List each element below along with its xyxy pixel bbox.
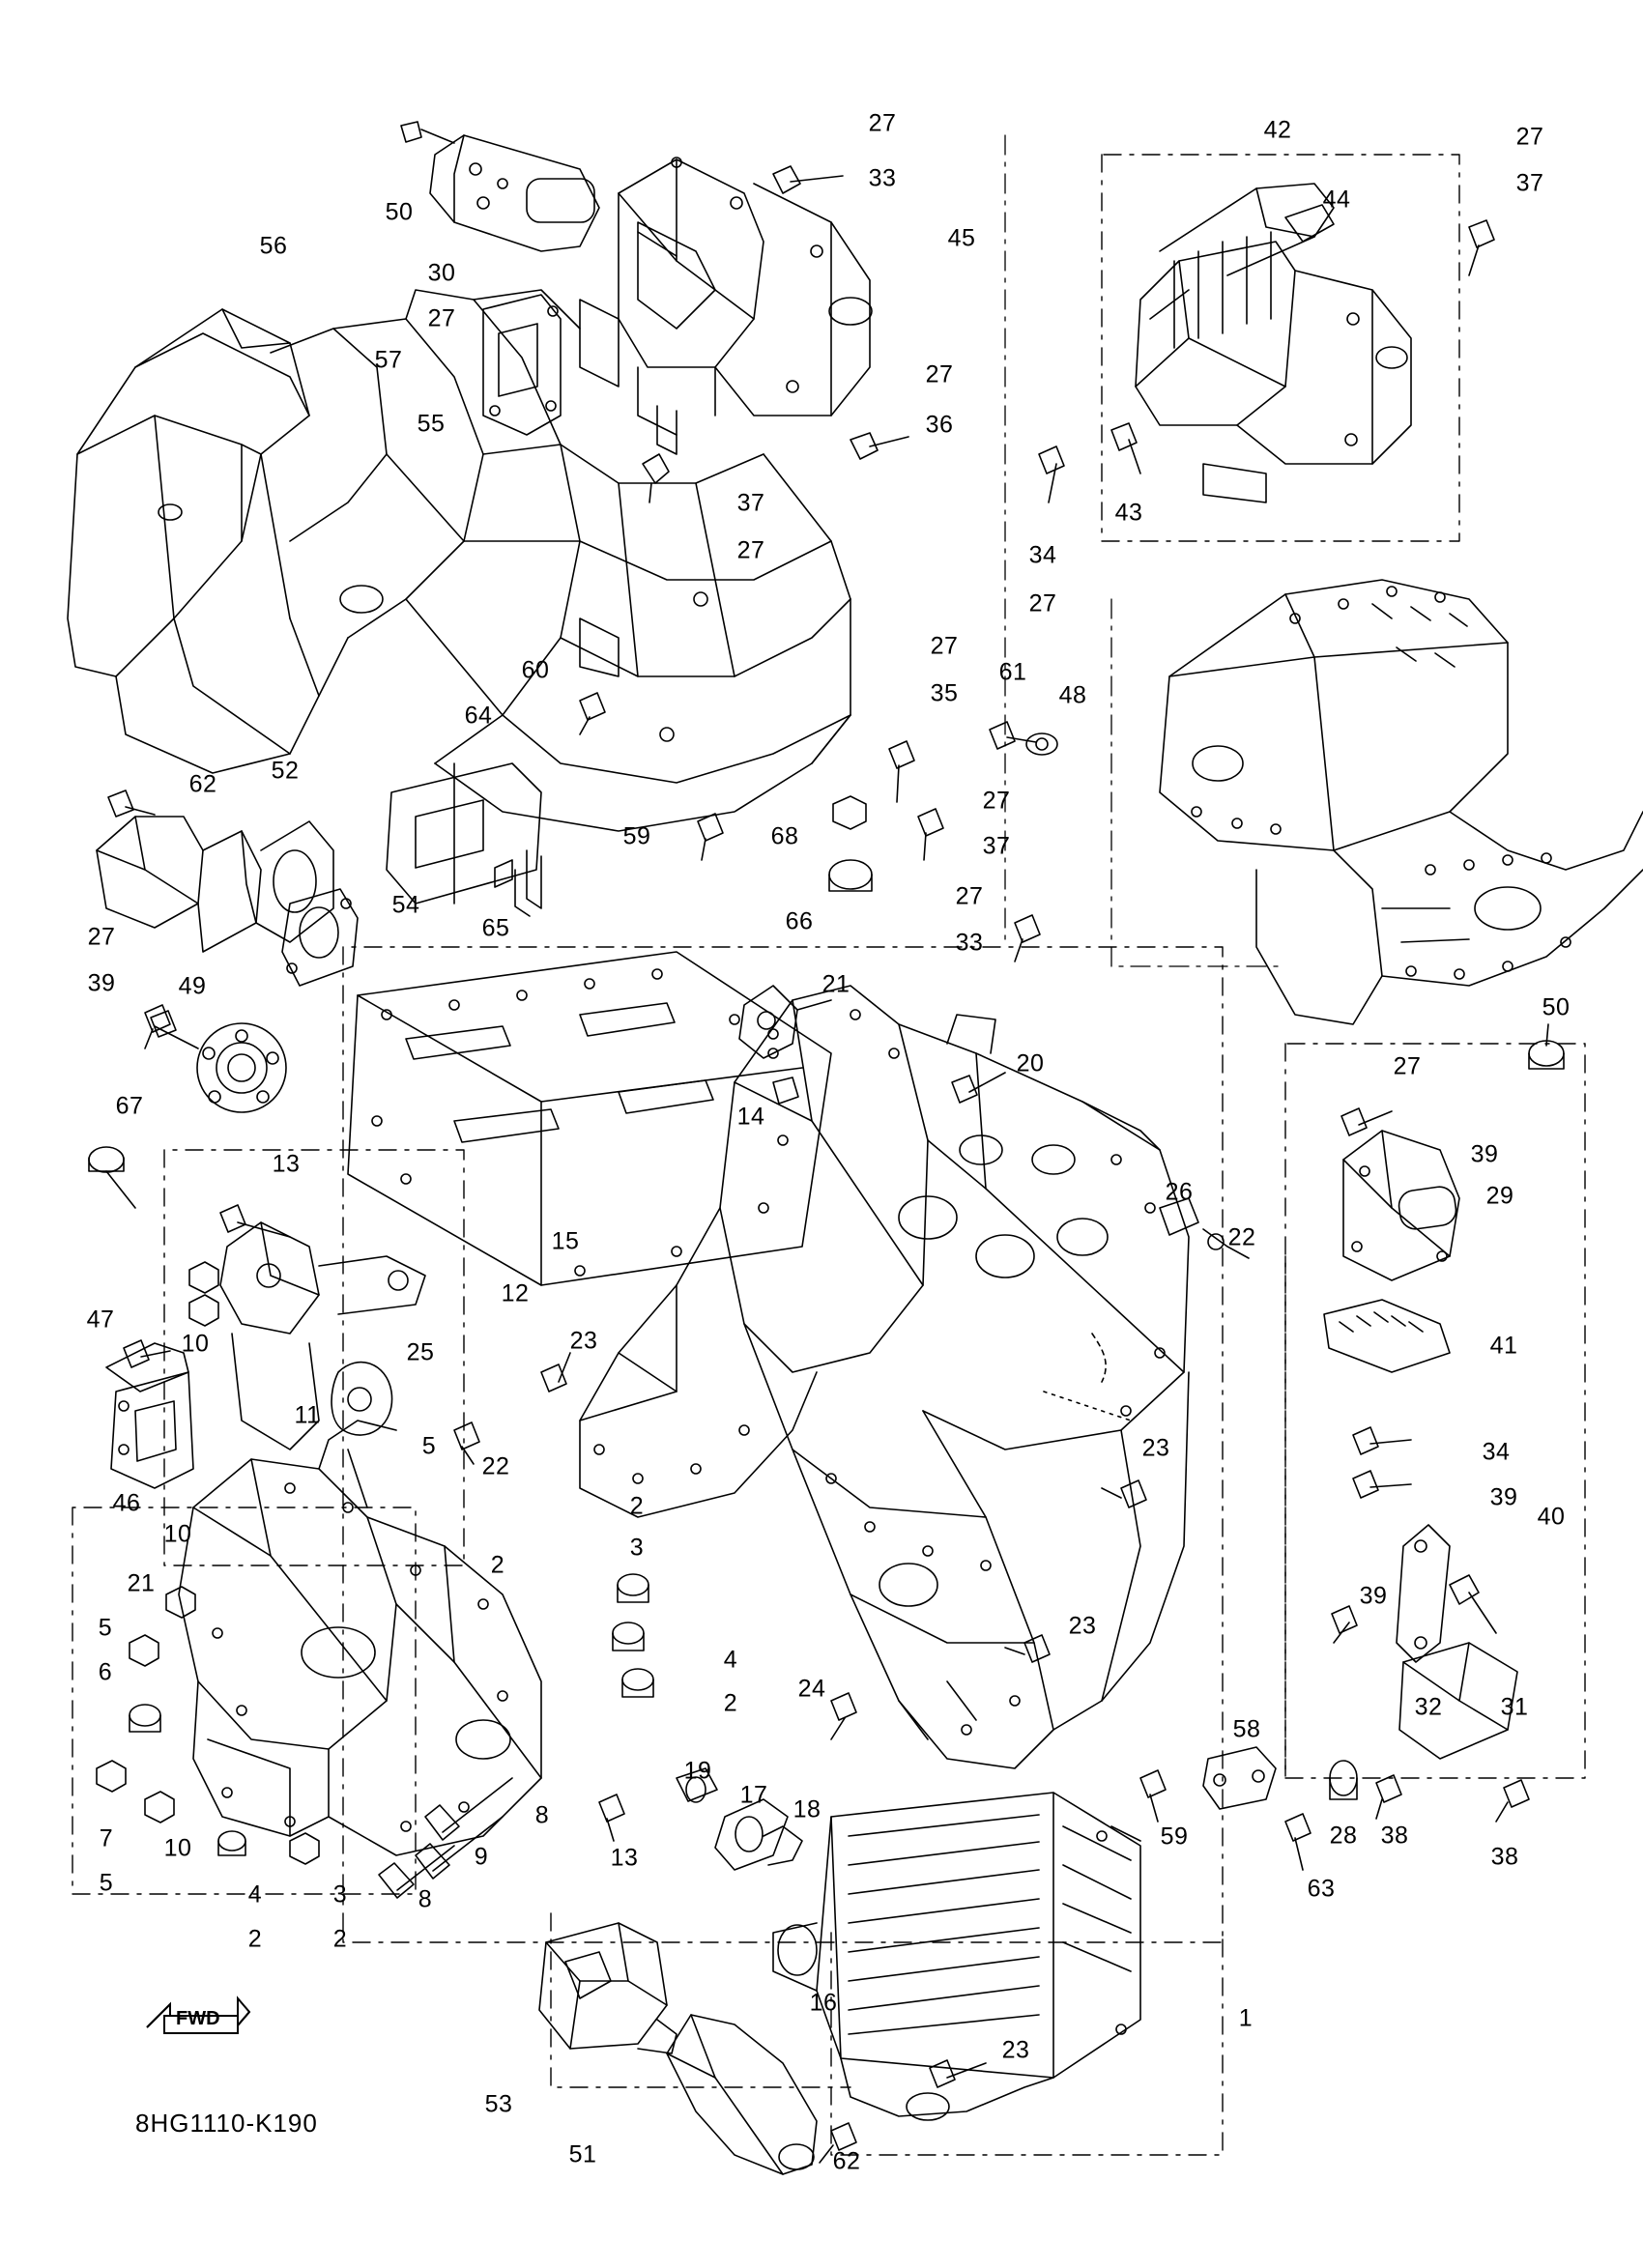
callout-54: 54 — [391, 891, 420, 919]
callout-39-c: 39 — [1489, 1483, 1518, 1511]
callout-4-a: 4 — [247, 1880, 263, 1909]
callout-65: 65 — [481, 914, 510, 942]
callout-34-a: 34 — [1028, 541, 1057, 569]
callout-37-b: 37 — [1515, 169, 1544, 197]
callout-2-a: 2 — [629, 1492, 645, 1520]
callout-16: 16 — [809, 1989, 838, 2017]
fwd-label: FWD — [176, 2008, 220, 2029]
callout-37-c: 37 — [982, 832, 1011, 860]
callout-18: 18 — [793, 1795, 822, 1823]
callout-3-a: 3 — [629, 1534, 645, 1562]
callout-50-b: 50 — [1542, 993, 1571, 1021]
callout-57: 57 — [374, 346, 403, 374]
callout-27-f: 27 — [1028, 589, 1057, 617]
callout-23-b: 23 — [1141, 1434, 1170, 1462]
callout-10-c: 10 — [163, 1834, 192, 1862]
callout-23-a: 23 — [569, 1327, 598, 1355]
callout-27-a: 27 — [427, 304, 456, 332]
callout-10-a: 10 — [181, 1330, 210, 1358]
callout-22-a: 22 — [481, 1452, 510, 1480]
callout-12: 12 — [501, 1279, 530, 1307]
callout-36: 36 — [925, 411, 954, 439]
callout-21-a: 21 — [822, 970, 850, 998]
callout-6: 6 — [98, 1658, 113, 1686]
callout-38-b: 38 — [1490, 1843, 1519, 1871]
callout-62-a: 62 — [188, 770, 217, 798]
callout-2-b: 2 — [490, 1551, 505, 1579]
callout-1: 1 — [1238, 2004, 1254, 2032]
callout-32: 32 — [1414, 1693, 1443, 1721]
callout-41: 41 — [1489, 1332, 1518, 1360]
callout-50: 50 — [385, 198, 414, 226]
callout-59-a: 59 — [622, 822, 651, 850]
callout-40: 40 — [1537, 1503, 1566, 1531]
callout-39-a: 39 — [87, 969, 116, 997]
callout-4-b: 4 — [723, 1646, 738, 1674]
callout-5-c: 5 — [99, 1869, 114, 1897]
callout-8-b: 8 — [534, 1801, 550, 1829]
callout-28: 28 — [1329, 1822, 1358, 1850]
callout-34-b: 34 — [1482, 1438, 1511, 1466]
callout-48: 48 — [1058, 681, 1087, 709]
callout-8-a: 8 — [418, 1885, 433, 1913]
callout-27-i: 27 — [955, 882, 984, 910]
callout-33-a: 33 — [868, 164, 897, 192]
callout-23-d: 23 — [1001, 2036, 1030, 2064]
callout-27-j: 27 — [87, 923, 116, 951]
callout-39-b: 39 — [1470, 1140, 1499, 1168]
callout-66: 66 — [785, 907, 814, 935]
callout-3-b: 3 — [332, 1880, 348, 1909]
callout-20: 20 — [1016, 1049, 1045, 1077]
callout-64: 64 — [464, 702, 493, 730]
callout-14: 14 — [736, 1103, 765, 1131]
callout-9: 9 — [474, 1843, 489, 1871]
callout-62-b: 62 — [832, 2147, 861, 2175]
callout-45: 45 — [947, 224, 976, 252]
callout-5-b: 5 — [98, 1614, 113, 1642]
callout-42: 42 — [1263, 116, 1292, 144]
callout-27-g: 27 — [930, 632, 959, 660]
callout-43: 43 — [1114, 499, 1143, 527]
callout-29: 29 — [1485, 1182, 1514, 1210]
callout-22-b: 22 — [1227, 1223, 1256, 1251]
callout-39-d: 39 — [1359, 1582, 1388, 1610]
callout-27-b: 27 — [868, 109, 897, 137]
callout-13-b: 13 — [610, 1844, 639, 1872]
callout-13-a: 13 — [272, 1150, 301, 1178]
callout-7: 7 — [99, 1824, 114, 1852]
callout-27-e: 27 — [1515, 123, 1544, 151]
callout-27-h: 27 — [982, 787, 1011, 815]
callout-49: 49 — [178, 972, 207, 1000]
callout-24: 24 — [797, 1675, 826, 1703]
callout-11: 11 — [294, 1401, 321, 1429]
callout-5-a: 5 — [421, 1432, 437, 1460]
callout-51: 51 — [568, 2140, 597, 2168]
callout-17: 17 — [739, 1781, 768, 1809]
callout-53: 53 — [484, 2090, 513, 2118]
callout-21-b: 21 — [127, 1569, 156, 1597]
callout-10-b: 10 — [163, 1520, 192, 1548]
callout-61: 61 — [998, 658, 1027, 686]
callout-46: 46 — [112, 1489, 141, 1517]
callout-27-k: 27 — [1393, 1052, 1422, 1080]
callout-27-d: 27 — [736, 536, 765, 564]
callout-23-c: 23 — [1068, 1612, 1097, 1640]
callout-52: 52 — [271, 757, 300, 785]
callout-35: 35 — [930, 679, 959, 707]
callout-59-b: 59 — [1160, 1823, 1189, 1851]
callout-56: 56 — [259, 232, 288, 260]
callout-2-e: 2 — [723, 1689, 738, 1717]
callout-68: 68 — [770, 822, 799, 850]
callout-25: 25 — [406, 1338, 435, 1366]
callout-33-b: 33 — [955, 929, 984, 957]
callout-31: 31 — [1500, 1693, 1529, 1721]
callout-26: 26 — [1165, 1178, 1194, 1206]
callout-60: 60 — [521, 656, 550, 684]
callout-55: 55 — [417, 410, 446, 438]
callout-37-a: 37 — [736, 489, 765, 517]
callout-44: 44 — [1322, 186, 1351, 214]
callout-58: 58 — [1232, 1715, 1261, 1743]
callout-47: 47 — [86, 1306, 115, 1334]
callout-19: 19 — [683, 1757, 712, 1785]
callout-27-c: 27 — [925, 360, 954, 388]
callout-63: 63 — [1307, 1875, 1336, 1903]
diagram-part-code: 8HG1110-K190 — [135, 2109, 318, 2138]
callout-38-a: 38 — [1380, 1822, 1409, 1850]
callout-2-c: 2 — [247, 1925, 263, 1953]
callout-30: 30 — [427, 259, 456, 287]
callout-15: 15 — [551, 1227, 580, 1255]
callout-2-d: 2 — [332, 1925, 348, 1953]
callout-67: 67 — [115, 1092, 144, 1120]
